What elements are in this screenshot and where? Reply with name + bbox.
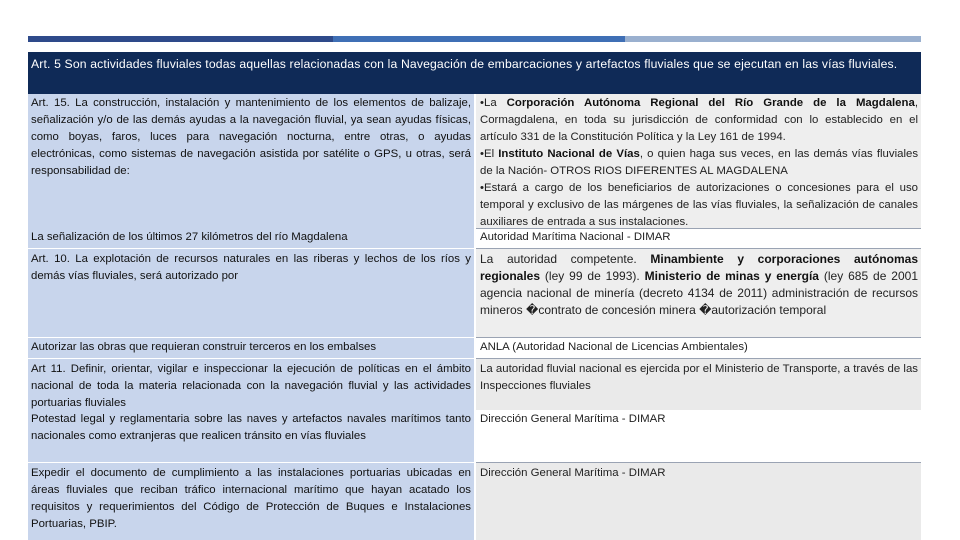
table-row-1-right [476, 94, 921, 228]
table-row-4-right: ANLA (Autoridad Nacional de Licencias Ambientales) [476, 338, 921, 358]
table-row-3-right: La autoridad competente. Minambiente y corporaciones autónomas regionales (ley 99 de 1993). Ministerio de minas y energía (ley 685 de 2001 agencia nacional de minería (decreto 4134 de 2011) administración de recursos mineros �contrato de concesión minera �autorización temporal [476, 249, 921, 337]
table-row-1-left: Art. 15. La construcción, instalación y mantenimiento de los elementos de balizaje, señalización y/o de las demás ayudas a la navegación fluvial, ya sean ayudas físicas, como boyas, faros, luces para navegación nocturna, entre otras, o ayudas electrónicas, como sistemas de navegación asistida por satélite o GPS, u otras, será responsabilidad de: [28, 94, 474, 228]
row-divider [476, 228, 921, 229]
right-paragraph-2: •El Instituto Nacional de Vías, o quien haga sus veces, en las demás vías fluviales de la Nación- OTROS RIOS DIFERENTES AL MAGDALENA [480, 148, 919, 177]
table-row-2-left: La señalización de los últimos 27 kilómetros del río Magdalena [28, 228, 474, 248]
row-divider [476, 248, 921, 249]
table-row-6-left: Potestad legal y reglamentaria sobre las naves y artefactos navales marítimos tanto nacionales como extranjeras que realicen tránsito en vías fluviales [28, 410, 474, 462]
table-row-5-left: Art 11. Definir, orientar, vigilar e inspeccionar la ejecución de políticas en el ámbito nacional de toda la materia relacionada con la navegación fluvial y las actividades portuarias fluviales [28, 359, 474, 410]
row-divider [476, 358, 921, 359]
table-header: Art. 5 Son actividades fluviales todas aquellas relacionadas con la Navegación de embarcaciones y artefactos fluviales que se ejecutan en las vías fluviales. [28, 52, 921, 94]
table-row-5-right: La autoridad fluvial nacional es ejercida por el Ministerio de Transporte, a través de las Inspecciones fluviales [476, 359, 921, 410]
table-row-3-left: Art. 10. La explotación de recursos naturales en las riberas y lechos de los ríos y demás vías fluviales, será autorizado por [28, 249, 474, 337]
table-row-4-left: Autorizar las obras que requieran construir terceros en los embalses [28, 338, 474, 358]
top-accent-bar-mid [333, 36, 625, 42]
table-row-7-left: Expedir el documento de cumplimiento a las instalaciones portuarias ubicadas en áreas fluviales que reciban tráfico internacional marítimo que hayan acatado los requisitos y requerimientos del Código de Protección de Buques e Instalaciones Portuarias, PBIP. [28, 463, 474, 540]
top-accent-bar-dark [28, 36, 333, 42]
row-divider [476, 462, 921, 463]
right-paragraph-1: •La Corporación Autónoma Regional del Río Grande de la Magdalena, Cormagdalena, en toda su jurisdicción de conformidad con lo establecido en el artículo 331 de la Constitución Política y la Ley 161 de 1994. [480, 97, 918, 143]
top-accent-bar-light [625, 36, 921, 42]
table-row-7-right: Dirección General Marítima - DIMAR [476, 463, 921, 540]
row-divider [476, 337, 921, 338]
table-row-6-right: Dirección General Marítima - DIMAR [476, 410, 921, 462]
right-paragraph-3: •Estará a cargo de los beneficiarios de autorizaciones o concesiones para el uso temporal y exclusivo de las márgenes de las vías fluviales, la señalización de canales auxiliares de entrada a sus instalaciones. [480, 182, 918, 228]
table-row-2-right: Autoridad Marítima Nacional - DIMAR [476, 228, 921, 248]
